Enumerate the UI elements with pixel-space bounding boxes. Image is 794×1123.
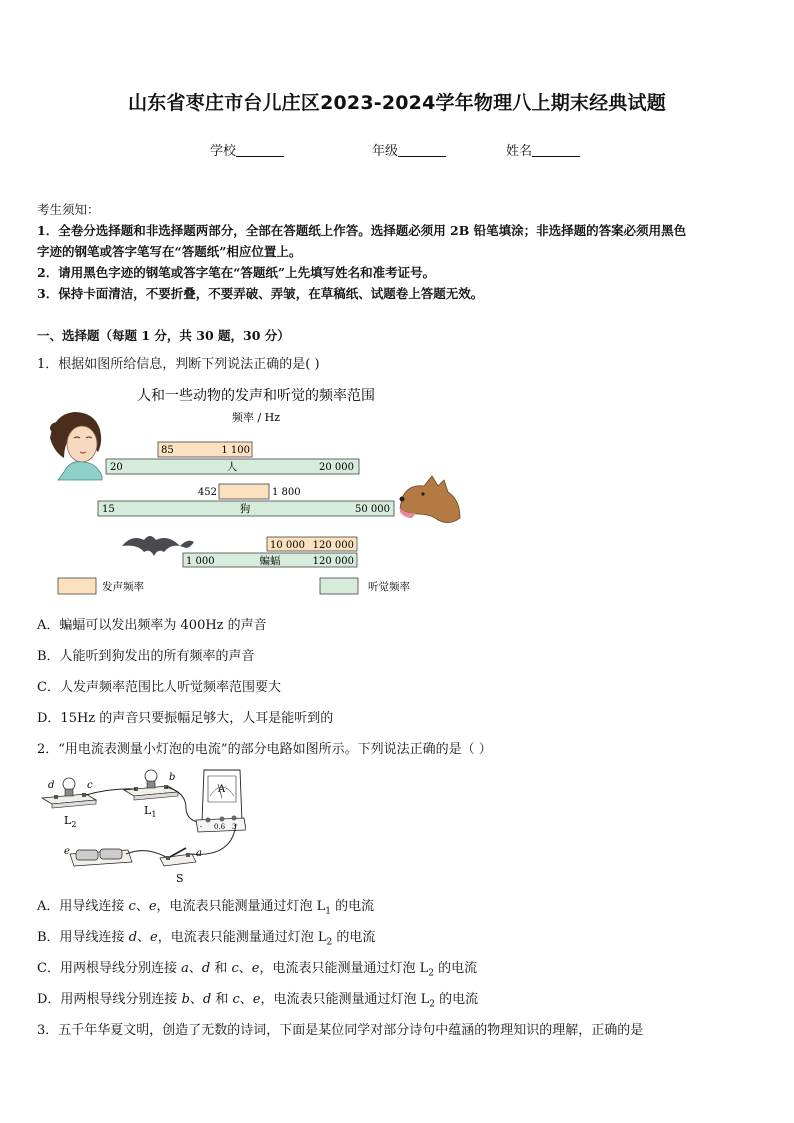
name-field <box>506 140 580 159</box>
terminal-c: c <box>87 780 93 791</box>
q1-option-c[interactable]: C．人发声频率范围比人听觉频率范围要大 <box>37 680 281 695</box>
q1-stem: 1．根据如图所给信息，判断下列说法正确的是( ) <box>37 357 320 372</box>
dog-hear-low: 15 <box>102 504 115 515</box>
human-hear-high: 20 000 <box>319 462 354 473</box>
terminal-d: d <box>48 780 55 791</box>
ammeter-minus: - <box>200 823 203 831</box>
terminal-e: e <box>64 846 70 857</box>
label-s: S <box>176 872 184 885</box>
legend-hear-label: 听觉频率 <box>368 581 410 593</box>
dog-sound-low: 452 <box>197 487 217 498</box>
q1-option-b[interactable]: B．人能听到狗发出的所有频率的声音 <box>37 649 255 664</box>
dog-label: 狗 <box>239 503 251 515</box>
q1-option-a[interactable]: A．蝙蝠可以发出频率为 400Hz 的声音 <box>37 618 267 633</box>
q2-option-d[interactable]: D．用两根导线分别连接 b、d 和 c、e，电流表只能测量通过灯泡 $L_2$ 的电流 <box>37 992 479 1010</box>
axis-label: 频率 / Hz <box>231 411 281 424</box>
name-label: 姓名 <box>506 144 533 159</box>
wire-battery-switch <box>126 851 166 857</box>
q2-option-c[interactable]: C．用两根导线分别连接 a、d 和 c、e，电流表只能测量通过灯泡 $L_2$ 的电流 <box>37 961 478 979</box>
chart-title: 人和一些动物的发声和听觉的频率范围 <box>137 388 375 404</box>
page-title: 山东省枣庄市台儿庄区2023-2024学年物理八上期末经典试题 <box>128 92 666 114</box>
dog-icon <box>400 476 461 523</box>
human-sound-low: 85 <box>161 445 174 456</box>
label-l1: $L_1$ <box>144 804 157 819</box>
dog-hear-high: 50 000 <box>355 504 390 515</box>
terminal-b: b <box>169 772 176 783</box>
notice-line-3: 3．保持卡面清洁，不要折叠，不要弄破、弄皱，在草稿纸、试题卷上答题无效。 <box>37 286 484 301</box>
bat-sound-low: 10 000 <box>270 540 305 551</box>
battery <box>70 849 132 866</box>
q2-option-a[interactable]: A．用导线连接 c、e，电流表只能测量通过灯泡 $L_1$ 的电流 <box>37 899 375 917</box>
school-label: 学校 <box>210 144 237 159</box>
dog-sound-high: 1 800 <box>272 487 301 498</box>
q1-frequency-figure <box>40 380 480 602</box>
human-hear-low: 20 <box>110 462 123 473</box>
section-heading: 一、选择题（每题 1 分，共 30 题，30 分） <box>37 328 290 343</box>
school-blank[interactable] <box>236 144 284 157</box>
school-field <box>210 140 284 159</box>
woman-icon <box>50 412 102 480</box>
q1-option-d[interactable]: D．15Hz 的声音只要振幅足够大，人耳是能听到的 <box>37 711 334 726</box>
bat-sound-high: 120 000 <box>312 540 354 551</box>
notice-line-1b: 字迹的钢笔或答字笔写在“答题纸”相应位置上。 <box>37 244 302 259</box>
label-l2: $L_2$ <box>64 814 77 829</box>
bat-hear-high: 120 000 <box>312 556 354 567</box>
grade-blank[interactable] <box>398 144 446 157</box>
human-label: 人 <box>226 461 238 473</box>
grade-label: 年级 <box>372 144 399 159</box>
legend-sound-label: 发声频率 <box>102 581 144 593</box>
name-blank[interactable] <box>532 144 580 157</box>
notice-heading: 考生须知： <box>37 202 100 217</box>
ammeter-label: A <box>218 784 226 795</box>
ammeter-3: 3 <box>232 823 237 831</box>
q2-circuit-figure <box>36 762 246 888</box>
grade-field <box>372 140 446 159</box>
terminal-a: a <box>196 848 202 859</box>
notice-line-2: 2．请用黑色字迹的钢笔或答字笔在“答题纸”上先填写姓名和准考证号。 <box>37 265 436 280</box>
notice-line-1a: 1．全卷分选择题和非选择题两部分，全部在答题纸上作答。选择题必须用 2B 铅笔填涂；非选择题的答案必须用黑色 <box>37 223 687 238</box>
dog-sound-bar <box>219 484 269 499</box>
human-sound-high: 1 100 <box>221 445 250 456</box>
q2-stem: 2．“用电流表测量小灯泡的电流”的部分电路如图所示。下列说法正确的是（ ） <box>37 742 492 757</box>
q2-option-b[interactable]: B．用导线连接 d、e，电流表只能测量通过灯泡 $L_2$ 的电流 <box>37 930 376 948</box>
ammeter-06: 0.6 <box>214 823 226 831</box>
bat-hear-low: 1 000 <box>186 556 215 567</box>
legend-sound-swatch <box>58 578 96 594</box>
legend-hear-swatch <box>320 578 358 594</box>
bat-label: 蝙蝠 <box>259 555 281 567</box>
q3-stem: 3．五千年华夏文明，创造了无数的诗词，下面是某位同学对部分诗句中蕴涵的物理知识的理解，正确的是 <box>37 1023 644 1038</box>
